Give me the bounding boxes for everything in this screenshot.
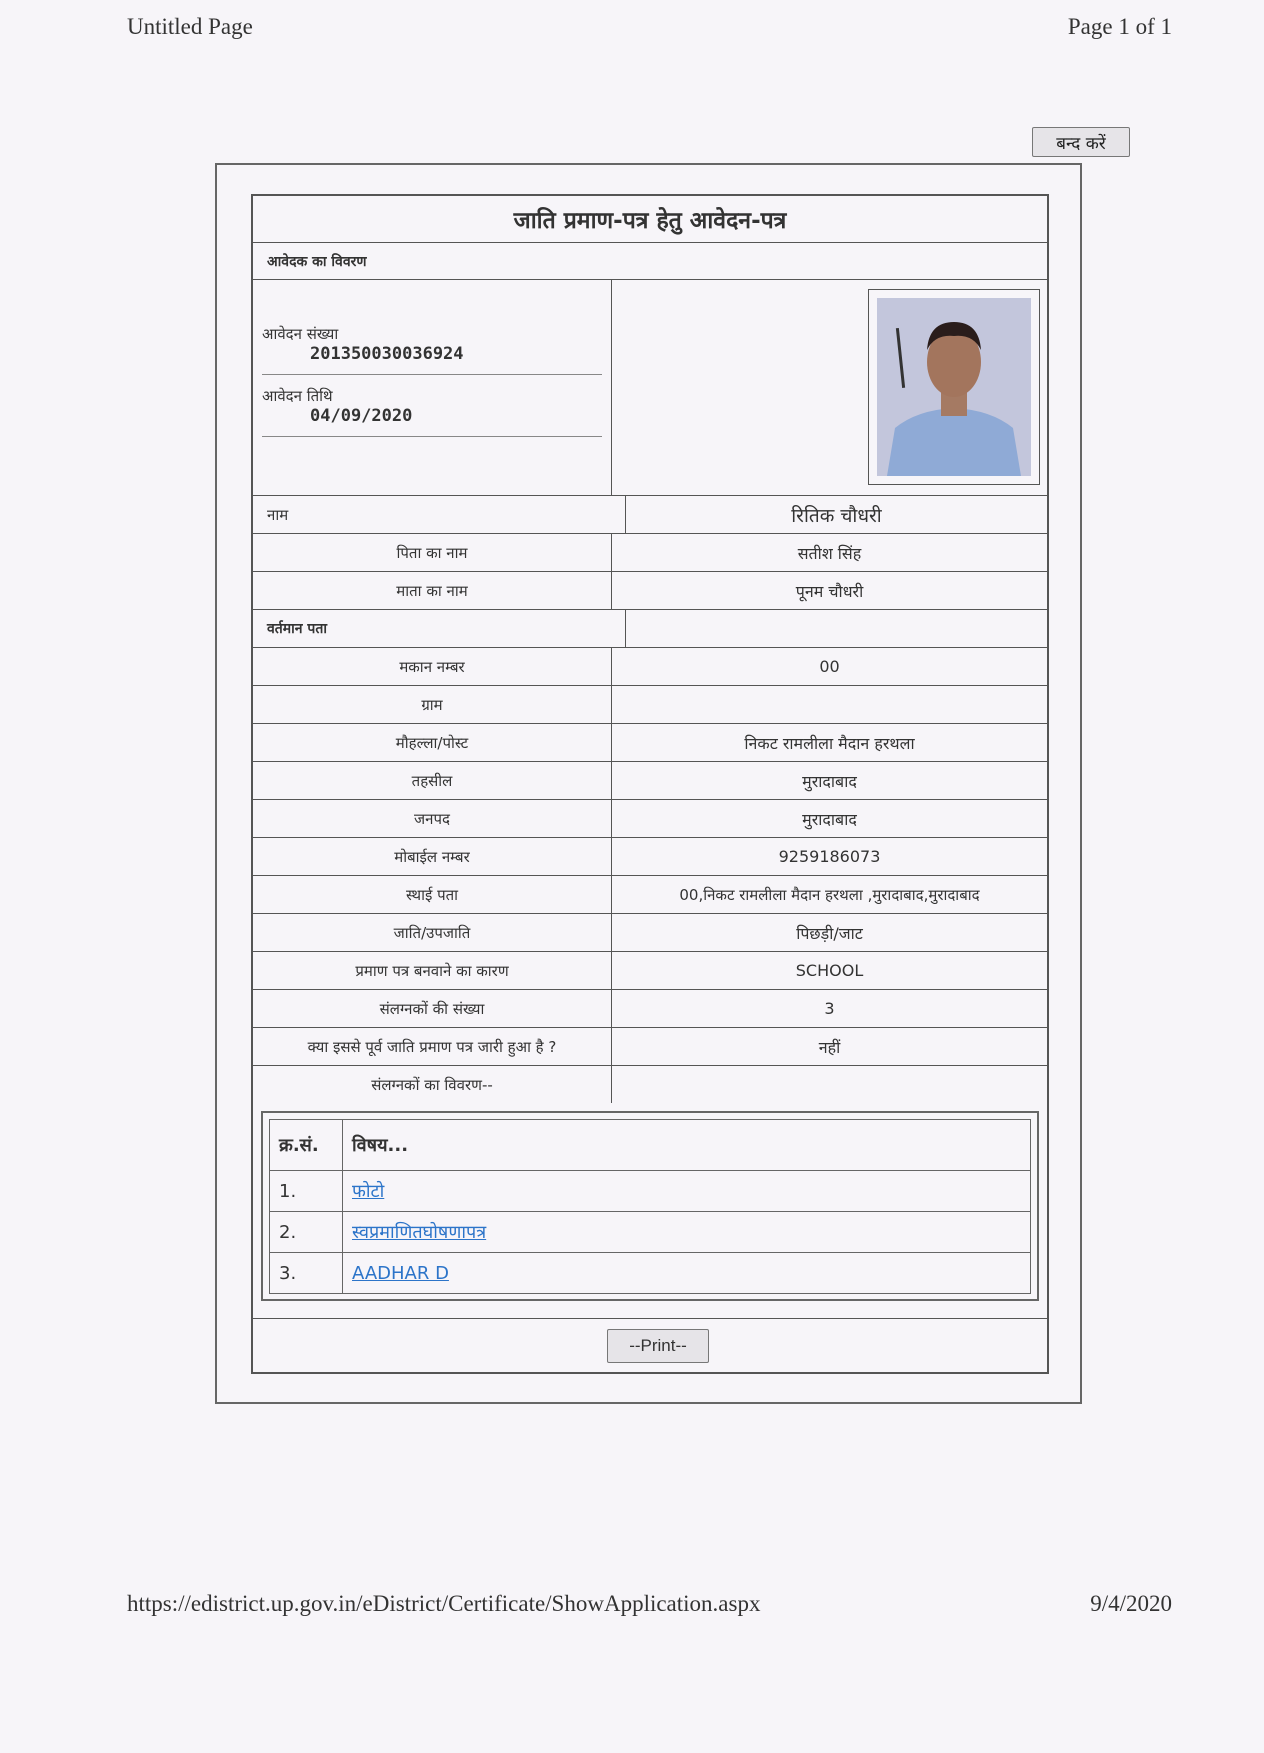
print-button[interactable]: --Print-- — [607, 1329, 709, 1363]
field-value: 00 — [819, 657, 840, 676]
application-number-label: आवेदन संख्या — [262, 325, 339, 343]
field-label: प्रमाण पत्र बनवाने का कारण — [253, 952, 612, 989]
divider — [262, 436, 602, 437]
section-applicant-details: आवेदक का विवरण — [253, 243, 1047, 280]
close-button[interactable]: बन्द करें — [1032, 127, 1130, 157]
field-label: जनपद — [253, 800, 612, 837]
application-number: 201350030036924 — [310, 344, 464, 364]
field-label: क्या इससे पूर्व जाति प्रमाण पत्र जारी हुआ है ? — [253, 1028, 612, 1065]
application-date-label: आवेदन तिथि — [262, 387, 333, 405]
table-row — [253, 648, 1047, 686]
father-name-row — [253, 534, 1047, 572]
field-value: पिछड़ी/जाट — [796, 923, 863, 943]
page-url: https://edistrict.up.gov.in/eDistrict/Certificate/ShowApplication.aspx — [127, 1591, 761, 1616]
divider — [262, 374, 602, 375]
attachment-link-aadhar[interactable]: AADHAR D — [352, 1262, 449, 1284]
field-value: 00,निकट रामलीला मैदान हरथला ,मुरादाबाद,मुरादाबाद — [679, 885, 980, 904]
field-value: 3 — [824, 999, 835, 1018]
field-value: मुरादाबाद — [802, 809, 857, 829]
table-row — [270, 1212, 1031, 1253]
attachment-sno: 2. — [270, 1212, 343, 1253]
table-row — [253, 990, 1047, 1028]
print-row — [253, 1318, 1047, 1375]
mother-name-label: माता का नाम — [253, 572, 612, 609]
table-row — [253, 914, 1047, 952]
form-title: जाति प्रमाण-पत्र हेतु आवेदन-पत्र — [253, 196, 1047, 243]
field-value: SCHOOL — [795, 961, 864, 980]
father-name-value: सतीश सिंह — [797, 543, 862, 563]
application-form — [251, 194, 1049, 1374]
table-row — [253, 800, 1047, 838]
field-label: संलग्नकों का विवरण-- — [253, 1066, 612, 1103]
field-label: जाति/उपजाति — [253, 914, 612, 951]
field-value — [612, 1066, 1047, 1103]
attachments-table — [269, 1119, 1031, 1294]
field-value: निकट रामलीला मैदान हरथला — [744, 733, 915, 753]
mother-name-row — [253, 572, 1047, 610]
table-header-row — [270, 1120, 1031, 1171]
field-label: मौहल्ला/पोस्ट — [253, 724, 612, 761]
applicant-summary — [253, 280, 1047, 496]
attachment-link-photo[interactable]: फोटो — [352, 1181, 385, 1202]
field-label: तहसील — [253, 762, 612, 799]
field-label: स्थाई पता — [253, 876, 612, 913]
column-header-subject: विषय... — [343, 1120, 1031, 1171]
attachments-panel — [261, 1111, 1039, 1301]
table-row — [253, 876, 1047, 914]
name-row — [253, 496, 1047, 534]
field-value: 9259186073 — [778, 847, 881, 866]
column-header-sno: क्र.सं. — [270, 1120, 343, 1171]
field-label: मकान नम्बर — [253, 648, 612, 685]
page-number: Page 1 of 1 — [1067, 14, 1172, 39]
table-row — [253, 686, 1047, 724]
applicant-photo-frame — [868, 289, 1040, 485]
page-header-title: Untitled Page — [127, 14, 253, 39]
table-row — [270, 1253, 1031, 1294]
table-row — [253, 724, 1047, 762]
application-date: 04/09/2020 — [310, 406, 413, 426]
table-row — [253, 952, 1047, 990]
name-label: नाम — [253, 496, 626, 533]
field-label: मोबाईल नम्बर — [253, 838, 612, 875]
table-row — [270, 1171, 1031, 1212]
mother-name-value: पूनम चौधरी — [795, 581, 864, 601]
table-row — [253, 838, 1047, 876]
attachment-link-self-declaration[interactable]: स्वप्रमाणितघोषणापत्र — [352, 1222, 487, 1243]
table-row — [253, 762, 1047, 800]
current-address-heading: वर्तमान पता — [253, 610, 626, 647]
applicant-photo — [877, 298, 1031, 476]
table-row — [253, 1066, 1047, 1103]
field-value: नहीं — [818, 1037, 841, 1057]
table-row — [253, 1028, 1047, 1066]
page-date: 9/4/2020 — [1090, 1591, 1172, 1616]
field-label: ग्राम — [253, 686, 612, 723]
father-name-label: पिता का नाम — [253, 534, 612, 571]
field-label: संलग्नकों की संख्या — [253, 990, 612, 1027]
attachment-sno: 1. — [270, 1171, 343, 1212]
field-value: मुरादाबाद — [802, 771, 857, 791]
attachment-sno: 3. — [270, 1253, 343, 1294]
field-value — [612, 686, 1047, 723]
name-value: रितिक चौधरी — [791, 504, 882, 527]
current-address-row — [253, 610, 1047, 648]
